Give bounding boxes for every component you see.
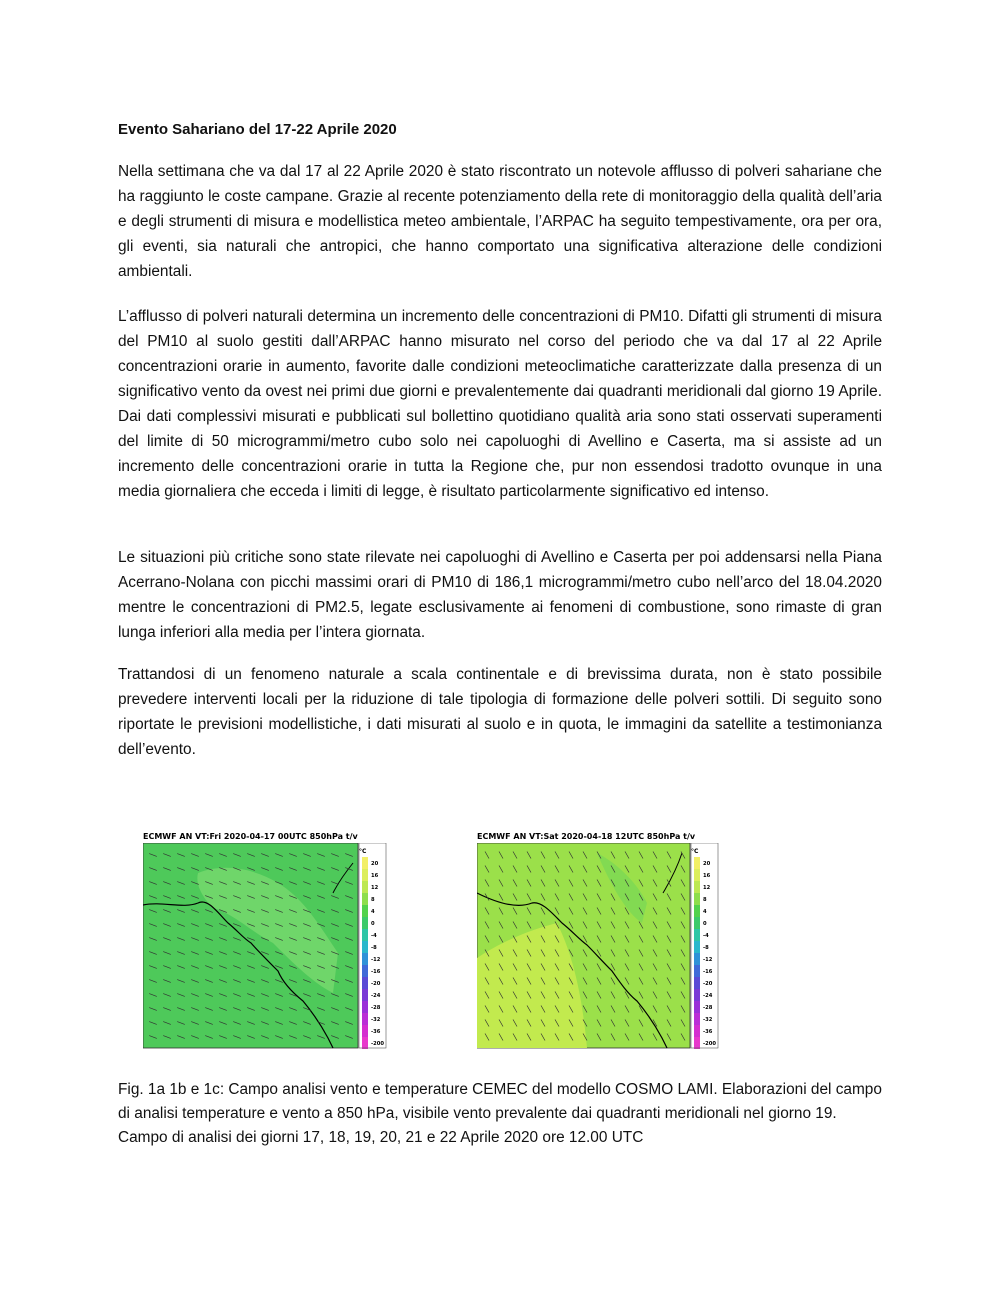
colorbar-swatch	[362, 965, 368, 977]
map-2-figure	[477, 843, 722, 1055]
colorbar-swatch	[362, 941, 368, 953]
map-2-colorbar-unit: °C	[691, 848, 699, 855]
colorbar-label: -8	[371, 945, 377, 951]
colorbar-swatch	[694, 929, 700, 941]
colorbar-swatch	[694, 989, 700, 1001]
colorbar-swatch	[694, 1037, 700, 1049]
colorbar-swatch	[694, 941, 700, 953]
colorbar-label: -200	[371, 1041, 384, 1047]
colorbar-label: -16	[703, 969, 713, 975]
figure-caption: Fig. 1a 1b e 1c: Campo analisi vento e temperature CEMEC del modello COSMO LAMI. Elaborazioni del campo di analisi temperature e vento a 850 hPa, visibile vento prevalente dai quadranti meridionali nel giorno 19. Campo di analisi dei giorni 17, 18, 19, 20, 21 e 22 Aprile 2020 ore 12.00 UTC	[118, 1081, 882, 1146]
colorbar-label: -12	[703, 957, 713, 963]
colorbar-label: -12	[371, 957, 381, 963]
colorbar-label: 4	[703, 909, 707, 915]
colorbar-swatch	[694, 1013, 700, 1025]
colorbar-swatch	[694, 1025, 700, 1037]
colorbar-swatch	[694, 965, 700, 977]
colorbar-swatch	[362, 905, 368, 917]
paragraph-1: Nella settimana che va dal 17 al 22 Aprile 2020 è stato riscontrato un notevole afflusso di polveri sahariane che ha raggiunto le coste campane. Grazie al recente potenziamento della rete di monitoraggio della qualità dell’aria e degli strumenti di misura e modellistica meteo ambientale, l’ARPAC ha seguito tempestivamente, ora per ora, gli eventi, sia naturali che antropici, che hanno comportato una significativa alterazione delle condizioni ambientali.	[118, 163, 882, 280]
colorbar-swatch	[362, 929, 368, 941]
colorbar-label: -16	[371, 969, 381, 975]
paragraph-2: L’afflusso di polveri naturali determina un incremento delle concentrazioni di PM10. Difatti gli strumenti di misura del PM10 al suolo gestiti dall’ARPAC hanno misurato nel corso del periodo che va dal 17 al 22 Aprile concentrazioni orarie in aumento, favorite dalle condizioni meteoclimatiche caratterizzate dalla presenza di un significativo vento da ovest nei primi due giorni e prevalentemente dai quadranti meridionali dal giorno 19 Aprile. Dai dati complessivi misurati e pubblicati sul bollettino quotidiano qualità aria sono stati osservati superamenti del limite di 50 microgrammi/metro cubo solo nei capoluoghi di Avellino e Caserta, ma si assiste ad un incremento delle concentrazioni orarie in tutta la Regione che, pur non essendosi tradotto ovunque in una media giornaliera che ecceda i limiti di legge, è risultato particolarmente significativo ed intenso.	[118, 308, 882, 500]
colorbar-label: 20	[703, 861, 711, 867]
colorbar-label: -8	[703, 945, 709, 951]
colorbar-label: 16	[371, 873, 379, 879]
colorbar-swatch	[694, 977, 700, 989]
colorbar-label: 4	[371, 909, 375, 915]
colorbar-label: -20	[703, 981, 713, 987]
map-2-title: ECMWF AN VT:Sat 2020-04-18 12UTC 850hPa t/v	[477, 832, 696, 841]
colorbar-swatch	[362, 953, 368, 965]
colorbar-swatch	[694, 857, 700, 869]
colorbar-swatch	[362, 1037, 368, 1049]
map-1-colorbar-unit: °C	[359, 848, 367, 855]
colorbar-label: 20	[371, 861, 379, 867]
document-title: Evento Sahariano del 17-22 Aprile 2020	[118, 121, 397, 138]
colorbar-swatch	[694, 869, 700, 881]
colorbar-label: -32	[371, 1017, 381, 1023]
colorbar-swatch	[694, 1001, 700, 1013]
colorbar-label: -36	[371, 1029, 381, 1035]
colorbar-swatch	[362, 1025, 368, 1037]
colorbar-label: 12	[371, 885, 379, 891]
colorbar-swatch	[362, 977, 368, 989]
colorbar-label: -28	[703, 1005, 713, 1011]
colorbar-label: -36	[703, 1029, 713, 1035]
colorbar-label: 8	[371, 897, 375, 903]
map-1-colorbar	[359, 843, 386, 1049]
colorbar-label: 16	[703, 873, 711, 879]
colorbar-label: 8	[703, 897, 707, 903]
paragraph-3: Le situazioni più critiche sono state rilevate nei capoluoghi di Avellino e Caserta per poi addensarsi nella Piana Acerrano-Nolana con picchi massimi orari di PM10 di 186,1 microgrammi/metro cubo nell’arco del 18.04.2020 mentre le concentrazioni di PM2.5, legate esclusivamente ai fenomeni di combustione, sono rimaste di gran lunga inferiori alla media per l’intera giornata.	[118, 549, 882, 641]
colorbar-swatch	[362, 1013, 368, 1025]
colorbar-swatch	[362, 893, 368, 905]
colorbar-swatch	[694, 917, 700, 929]
map-2-colorbar	[691, 843, 718, 1049]
colorbar-label: 0	[371, 921, 375, 927]
colorbar-swatch	[362, 857, 368, 869]
colorbar-label: -20	[371, 981, 381, 987]
paragraph-4: Trattandosi di un fenomeno naturale a scala continentale e di brevissima durata, non è stato possibile prevedere interventi locali per la riduzione di tale tipologia di formazione delle polveri sottili. Di seguito sono riportate le previsioni modellistiche, i dati misurati al suolo e in quota, le immagini da satellite a testimonianza dell’evento.	[118, 666, 882, 758]
colorbar-label: -28	[371, 1005, 381, 1011]
map-1-title: ECMWF AN VT:Fri 2020-04-17 00UTC 850hPa t/v	[143, 832, 358, 841]
colorbar-swatch	[362, 989, 368, 1001]
colorbar-label: -24	[703, 993, 713, 999]
map-1-figure	[143, 843, 388, 1055]
colorbar-label: -4	[703, 933, 709, 939]
colorbar-swatch	[362, 869, 368, 881]
colorbar-swatch	[694, 893, 700, 905]
colorbar-swatch	[694, 905, 700, 917]
colorbar-swatch	[362, 917, 368, 929]
colorbar-label: -24	[371, 993, 381, 999]
colorbar-label: -32	[703, 1017, 713, 1023]
colorbar-label: 12	[703, 885, 711, 891]
colorbar-swatch	[362, 1001, 368, 1013]
colorbar-label: -200	[703, 1041, 716, 1047]
colorbar-swatch	[694, 881, 700, 893]
colorbar-swatch	[362, 881, 368, 893]
colorbar-swatch	[694, 953, 700, 965]
colorbar-label: -4	[371, 933, 377, 939]
colorbar-label: 0	[703, 921, 707, 927]
